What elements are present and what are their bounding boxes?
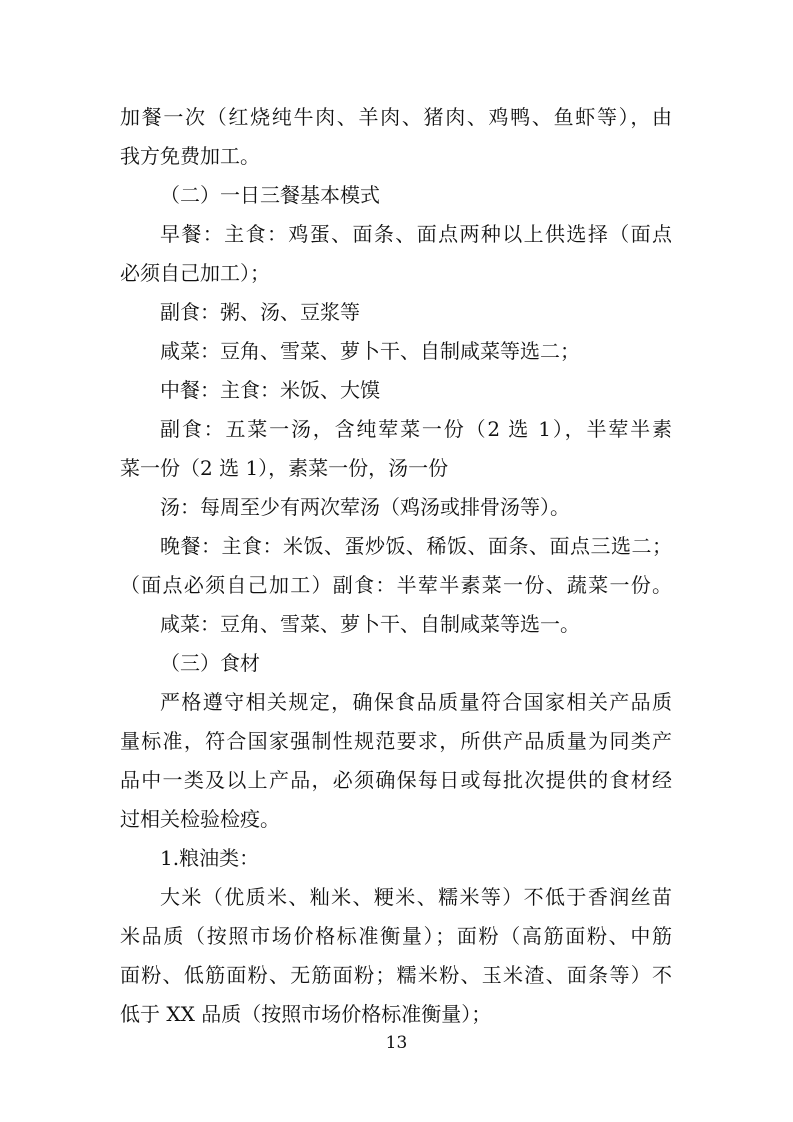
text-line: 大米（优质米、籼米、粳米、糯米等）不低于香润丝苗 xyxy=(160,885,672,909)
text-line: （面点必须自己加工）副食：半荤半素菜一份、蔬菜一份。 xyxy=(120,573,672,597)
text-line: 咸菜：豆角、雪菜、萝卜干、自制咸菜等选二； xyxy=(160,339,580,363)
text-line: 加餐一次（红烧纯牛肉、羊肉、猪肉、鸡鸭、鱼虾等），由 xyxy=(120,105,672,129)
text-line: 菜一份（2 选 1），素菜一份，汤一份 xyxy=(120,456,449,480)
text-line: 我方免费加工。 xyxy=(120,144,260,168)
text-line: 量标准，符合国家强制性规范要求，所供产品质量为同类产 xyxy=(120,729,672,753)
text-line: 必须自己加工）； xyxy=(120,261,270,285)
text-line: 早餐：主食：鸡蛋、面条、面点两种以上供选择（面点 xyxy=(160,222,672,246)
text-line: 米品质（按照市场价格标准衡量）；面粉（高筋面粉、中筋 xyxy=(120,924,672,948)
text-line: 过相关检验检疫。 xyxy=(120,807,280,831)
text-line: 品中一类及以上产品，必须确保每日或每批次提供的食材经 xyxy=(120,768,672,792)
page-number: 13 xyxy=(385,1033,408,1053)
text-line: 低于 XX 品质（按照市场价格标准衡量）； xyxy=(120,1002,492,1026)
text-line: 严格遵守相关规定，确保食品质量符合国家相关产品质 xyxy=(160,690,672,714)
section-heading: （三）食材 xyxy=(160,651,260,675)
text-line: 晚餐：主食：米饭、蛋炒饭、稀饭、面条、面点三选二； xyxy=(160,534,672,558)
text-line: 汤：每周至少有两次荤汤（鸡汤或排骨汤等）。 xyxy=(160,495,570,519)
subsection-heading: 1.粮油类： xyxy=(160,846,260,870)
section-heading: （二）一日三餐基本模式 xyxy=(160,183,380,207)
text-line: 面粉、低筋面粉、无筋面粉；糯米粉、玉米渣、面条等）不 xyxy=(120,963,672,987)
text-line: 副食：五菜一汤，含纯荤菜一份（2 选 1），半荤半素 xyxy=(160,417,672,441)
text-line: 咸菜：豆角、雪菜、萝卜干、自制咸菜等选一。 xyxy=(160,612,580,636)
text-line: 中餐：主食：米饭、大馍 xyxy=(160,378,380,402)
text-line: 副食：粥、汤、豆浆等 xyxy=(160,300,360,324)
